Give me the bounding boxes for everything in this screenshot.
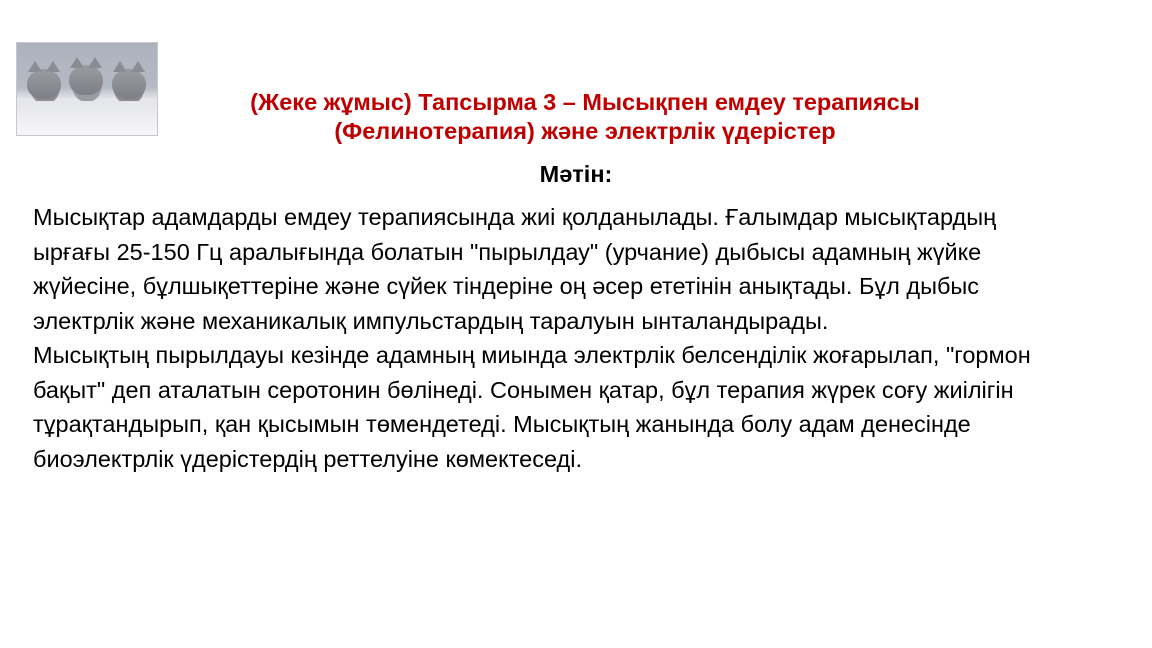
cat-center-icon [69, 65, 103, 95]
slide-title: (Жеке жұмыс) Тапсырма 3 – Мысықпен емдеу терапиясы (Фелинотерапия) және электрлік үдерістер [250, 89, 920, 144]
kittens-photo-backdrop [17, 43, 157, 135]
slide-body [33, 200, 1033, 476]
slide-subtitle: Мәтін: [539, 161, 613, 187]
body-paragraph-2: Мысықтың пырылдауы кезінде адамның миында электрлік белсенділік жоғарылап, "гормон бақыт" деп аталатын серотонин бөлінеді. Сонымен қатар, бұл терапия жүрек соғу жиілігін тұрақтандырып, қан қысымын төмендетеді. Мысықтың жанында болу адам денесінде биоэлектрлік үдерістердің реттелуіне көмектеседі. [33, 342, 1031, 472]
photo-floor [17, 101, 157, 135]
body-paragraph-1: Мысықтар адамдарды емдеу терапиясында жиі қолданылады. Ғалымдар мысықтардың ырғағы 25-150 Гц аралығында болатын "пырылдау" (урчание) дыбысы адамның жүйке жүйесіне, бұлшықеттеріне және сүйек тіндеріне оң әсер ететінін анықтады. Бұл дыбыс электрлік және механикалық импульстардың таралуын ынталандырады. [33, 204, 997, 334]
cat-right-icon [112, 69, 146, 99]
cat-left-icon [27, 69, 61, 99]
kittens-image [16, 42, 158, 136]
